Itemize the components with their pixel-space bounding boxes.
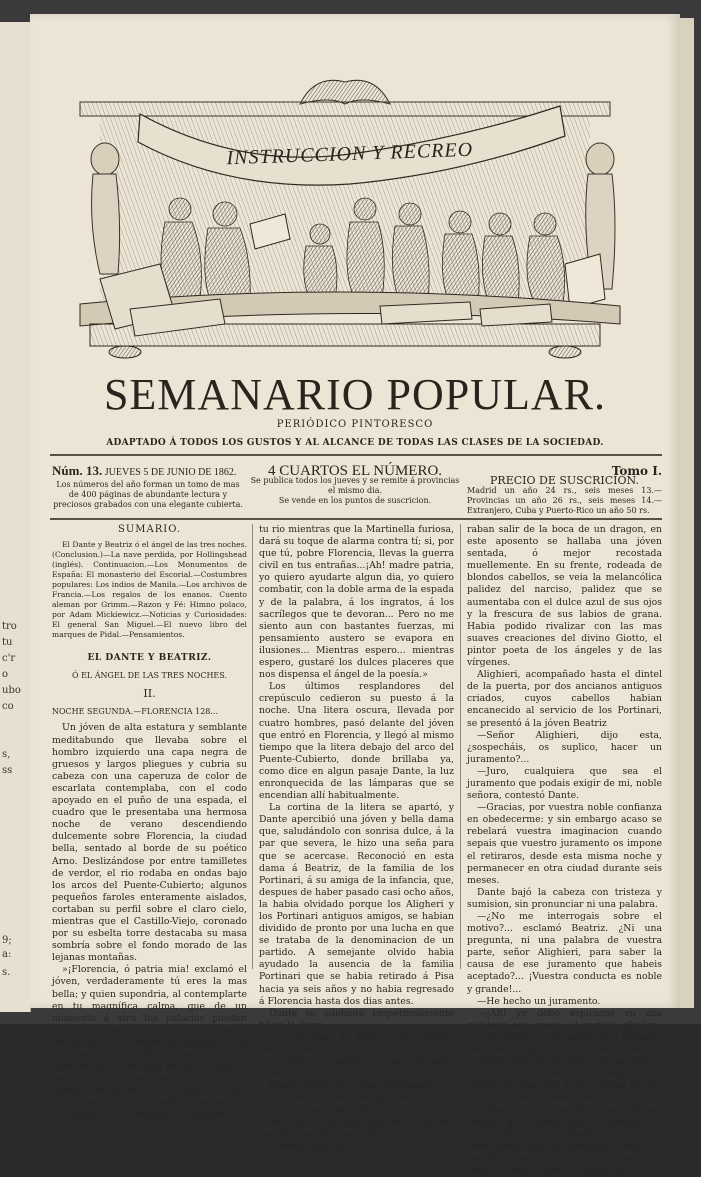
masthead-tagline: ADAPTADO Á TODOS LOS GUSTOS Y AL ALCANCE DE TODAS LAS CLASES DE LA SOCIEDAD. xyxy=(30,438,680,448)
chapter-heading: NOCHE SEGUNDA.—FLORENCIA 128... xyxy=(52,706,247,718)
left-page-fragment: tu xyxy=(2,636,12,650)
masthead-title: SEMANARIO POPULAR. xyxy=(30,369,680,420)
subscription-head: PRECIO DE SUSCRICION. xyxy=(467,476,662,486)
header-rule xyxy=(50,454,662,456)
left-page-fragment: a: xyxy=(2,948,11,962)
paragraph: —Bendita seais, noble y bondadísima señora, que habeis sido la hermana de mi infancia... Obedeceré... Pero permitidme que os pregunte cómo he podido merecer el ser protegido por esta boca con ese nombre de genio que xyxy=(467,1105,662,1177)
left-page-edge xyxy=(0,22,31,1012)
left-page-fragment: 9; xyxy=(2,934,12,948)
story-title: EL DANTE Y BEATRIZ. xyxy=(52,652,247,664)
subscription-info xyxy=(467,466,662,516)
column-1 xyxy=(52,524,247,976)
column-3 xyxy=(467,524,662,976)
sumario-text: El Dante y Beatriz ó el ángel de las tres noches. (Conclusion.)—La nave perdida, por Hollingshead (inglés). Continuacion.—Los Monumentos de España: El monasterio del Escorial.—Costumbres populares: Los indios de Manila.—Los archivos de Francia.—Los regalos de los enanos. Cuento aleman por Grimm.—Razon y Fé: Himno polaco, por Adam Mickiewicz.—Noticias y Curiosidades: El general San Miguel.—El nuevo libro del marques de Pidal.—Pensamientos. xyxy=(52,540,247,640)
paragraph: »¡Florencia, ó patria mia! exclamó el jóven, verdaderamente tú eres la mas bella; y quien supondria, al contemplarte en tu magnífica calma, que de un momento á otro tus palacios pueden convertirse en otras tantas fortalezas, tus plazas en campos de batalla y tus hijos en encarnizados enemigos!... Los puentes van á trocarse en barricadas; el hierro y las llamas van á atacar tus flancos de granito! No habrá ni una coraza vacía ni una espada envainada.—La sangre y el incendio detendrán las aguas de xyxy=(52,964,247,1133)
paragraph: Dante bajó la cabeza con tristeza y sumision, sin pronunciar ni una palabra. xyxy=(467,887,662,911)
newspaper-page xyxy=(30,14,680,1008)
column-2 xyxy=(259,524,454,976)
issue-number: Núm. 13. xyxy=(52,463,102,478)
paragraph: En un aposento cubierto de tapicerías y de cuyo techo adornado de esculturas pendia una lámpara de plata con tres mecheros, que figu- xyxy=(259,1105,454,1153)
issue-price: 4 CUARTOS EL NÚMERO. xyxy=(250,466,460,476)
left-page-fragment: tro xyxy=(2,620,17,634)
banner-text: INSTRUCCION Y RECREO xyxy=(225,139,473,170)
info-rule xyxy=(50,518,662,520)
issue-info xyxy=(52,466,244,510)
tomo-label: Tomo I. xyxy=(467,466,662,476)
sumario-title: SUMARIO. xyxy=(52,524,247,536)
left-page-fragment: ss xyxy=(2,764,12,778)
paragraph: —«A la casa de Falco,» dijo Beatriz con voz tímida y grave. xyxy=(259,1032,454,1056)
issue-note: Los números del año forman un tomo de mas de 400 páginas de abundante lectura y preciosos grabados con una elegante cubierta. xyxy=(52,480,244,510)
paragraph: —Señor Alighieri, dijo esta, ¿sospecháis, os suplico, hacer un juramento?... xyxy=(467,730,662,766)
column-divider xyxy=(252,524,253,969)
paragraph: —He hecho un juramento. xyxy=(467,996,662,1008)
paragraph: La cortina de la litera se apartó, y Dante apercibió una jóven y bella dama que, saludándolo con sonrisa dulce, á la par que severa, le hizo una seña para que se acercase. Reconoció en esta dama á Beatriz, de la familia de los Portinari, á su amiga de la infancia, que, despues de haber pasado casi ocho años, la habia olvidado porque los Aligheri y los Portinari antiguos amigos, se habian dividido de pronto por una lucha en que se trataba de la denominacion de un partido. A semejante olvido habia ayudado la ausencia de la familia Portinari que se habia retirado á Pisa hacia ya seis años y no habia regresado á Florencia hasta dos dias antes. xyxy=(259,802,454,1008)
left-page-fragment: c'r xyxy=(2,652,15,666)
chapter-number: II. xyxy=(52,688,247,700)
masthead-subtitle: PERIÓDICO PINTORESCO xyxy=(30,419,680,430)
price-note: Se vende en los puntos de suscricion. xyxy=(250,496,460,506)
page-edge-shadow xyxy=(680,18,694,1008)
price-info xyxy=(250,466,460,506)
paragraph: Dante llegó al lugar designado un cuarto de hora despues que Beatriz. xyxy=(259,1080,454,1104)
price-note: Se publica todos los jueves y se remite á provincias el mismo dia. xyxy=(250,476,460,496)
paragraph: Un jóven de alta estatura y semblante meditabundo que llevaba sobre el hombro izquierdo una capa negra de gruesos y largos pliegues y cubria su cabeza con una caperuza de color de escarlata contemplaba, con el codo apoyado en el puño de una espada, el cuadro que le presentaba una hermosa noche de verano descendiendo dulcemente sobre Florencia, la ciudad bella, sentado al borde de su poético Arno. Deslizándose por entre tamilletes de verdor, el rio rodaba en ondas bajo los arcos del Puente-Cubierto; algunos pequeños faroles enteramente aislados, cortaban su perfil sobre el claro cielo, mientras que el Castillo-Viejo, coronado por su esbelta torre destacaba su masa sombría sobre el fondo morado de las lejanas montañas. xyxy=(52,722,247,964)
paragraph: tu rio mientras que la Martinella furiosa, dará su toque de alarma contra tí; si, por que tú, pobre Florencia, llevas la guerra civil en tus entrañas...¡Ah! madre patria, yo quiero ayudarte algun dia, yo quiero combatir, con la doble arma de la espada y de la palabra, á los ingratos, á los sacrílegos que te devoran... Pero no me siento aun con bastantes fuerzas, mi pensamiento austero se evapora en ilusiones... Mientras espero... mientras espero, gustaré los dulces placeres que nos dispensa el ángel de la poesía.» xyxy=(259,524,454,681)
story-subtitle: Ó EL ÁNGEL DE LAS TRES NOCHES. xyxy=(52,670,247,682)
column-divider xyxy=(460,524,461,969)
left-page-fragment: ubo xyxy=(2,684,21,698)
paragraph: Los últimos resplandores del crepúsculo cedieron su puesto á la noche. Una litera oscura, llevada por cuatro hombres, pasó delante del jóven que entró en Florencia, y llegó al mismo tiempo que la litera debajo del arco del Puente-Cubierto, donde brillaba ya, como dice en algun pasaje Dante, la luz enronquecida de las lámparas que se encendian allí habitualmente. xyxy=(259,681,454,802)
paragraph: Dante se adelantó respetuosamente hácia la litera. xyxy=(259,1008,454,1032)
paragraph: —Juro, cualquiera que sea el juramento que podais exigir de mi, noble señora, contestó Dante. xyxy=(467,766,662,802)
paragraph: —¡Ah! yo debo espicaros en dos palabras esta causa: el partido gibelino, si, los gibelinos, he sabido que irritados por vuestro genio, os han señalado con el lápiz rojo en el libro de su odio y vuestra vida no está segura en Florencia. Marchad á otra ciudad de que los güelfos sean dueños suyos. xyxy=(467,1008,662,1105)
paragraph: raban salir de la boca de un dragon, en este aposento se hallaba una jóven sentada, ó mejor recostada muellemente. En su frente, rodeada de blondos cabellos, se veia la melancólica palidez del narciso, palidez que se aumentaba con el dulce azul de sus ojos y la frescura de sus labios de grana. Habia podido rivalizar con las mas suaves creaciones del divino Giotto, el pintor poeta de los ángeles y de las vírgenes. xyxy=(467,524,662,669)
header-engraving xyxy=(60,74,630,364)
left-page-fragment: o xyxy=(2,668,8,682)
paragraph: —¿No me interrogais sobre el motivo?... esclamó Beatriz. ¿Ni una pregunta, ni una palabra de vuestra parte, señor Alighieri, para saber la causa de ese juramento que habeis aceptado?... ¡Vuestra conducta es noble y grande!... xyxy=(467,911,662,996)
left-page-fragment: s, xyxy=(2,748,10,762)
paragraph: Alighieri, acompañado hasta el dintel de la puerta, por dos ancianos antiguos criados, cuyos cabellos habian encanecido al servicio de los Portinari, se presentó á la jóven Beatriz xyxy=(467,669,662,729)
issue-date: JUEVES 5 DE JUNIO DE 1862. xyxy=(105,467,237,478)
subscription-text: Madrid un año 24 rs., seis meses 13.—Provincias un año 26 rs., seis meses 14.—Extranjero, Cuba y Puerto-Rico un año 50 rs. xyxy=(467,486,662,516)
paragraph: —Gracias, por vuestra noble confianza en obedecerme: y sin embargo acaso se rebelará vuestra imaginacion cuando sepais que vuestro juramento os impone el retiraros, desde esta misma noche y permanecer en otra ciudad durante seis meses. xyxy=(467,802,662,887)
left-page-fragment: co xyxy=(2,700,14,714)
paragraph: Y volvió la cortina á tapar su bella figura. xyxy=(259,1056,454,1080)
left-page-fragment: s. xyxy=(2,966,10,980)
